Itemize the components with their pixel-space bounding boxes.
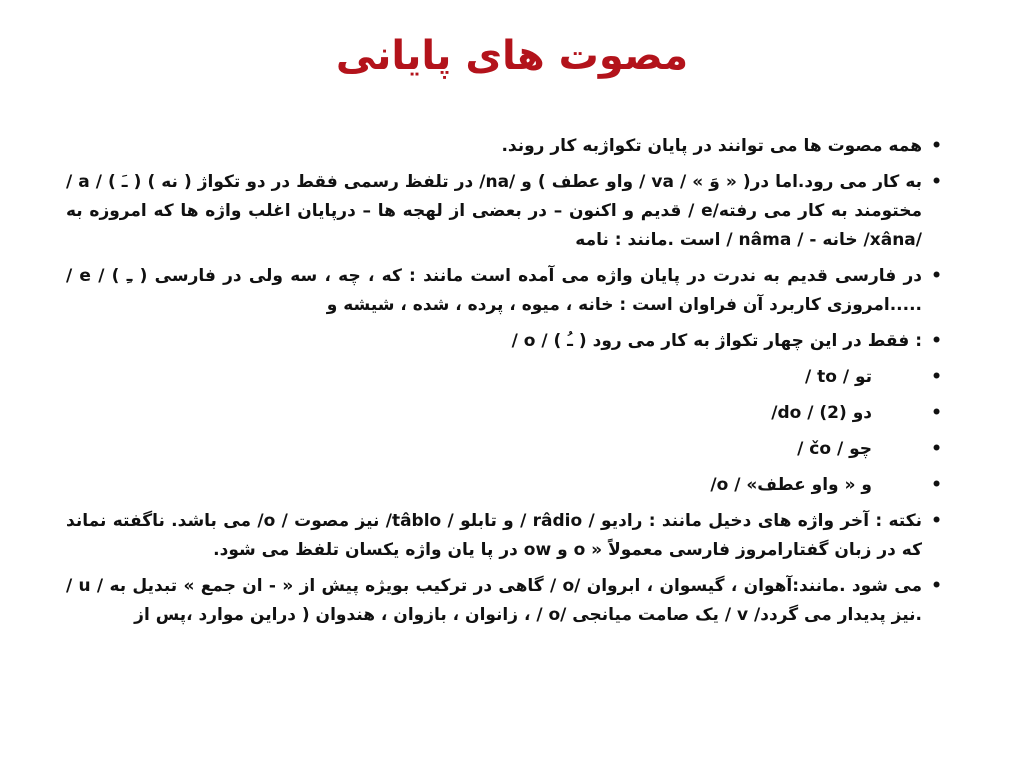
list-item — [66, 168, 942, 255]
list-item — [66, 327, 942, 356]
list-item-text: / e / ( ـِ ) در فارسی قدیم به ندرت در پایان واژه می آمده است مانند : که ، چه ، سه ولی در فارسی امروزی کاربرد آن فراوان است : خانه ، میوه ، پرده ، شده ، شیشه و..... — [66, 266, 923, 315]
bullet-list — [66, 132, 942, 637]
list-item-text: / o / ( ـُ ) فقط در این چهار تکواژ به کار می رود : — [511, 331, 922, 351]
list-item-text: تو / to / — [804, 367, 872, 387]
list-item-text: / u / گاهی در ترکیب بویژه پیش از « - ان جمع » تبدیل به / o/ می شود .مانند:آهوان ، گیسوان ، ابروان ، زانوان ، بازوان ، هندوان ( دراین موارد ،پس از / o/ یک صامت میانجی / v /نیز پدیدار می گردد. — [66, 576, 922, 625]
list-item — [66, 507, 942, 565]
list-item-text: و « واو عطف» / o/ — [710, 475, 872, 495]
bullet-icon: • — [931, 403, 942, 423]
list-item-text: / a / ( ـَ ) در تلفظ رسمی فقط در دو تکواژ ( نه ) /na/ و ( واو عطف / va / « وَ » )به کار می رود.اما در قدیم و اکنون – در بعضی از لهجه ها – درپایان اغلب واژه ها که امروزه به / e/مختومند به کار می رفته است .مانند : نامه / nâma / - خانه /xâna/ — [66, 172, 923, 250]
bullet-icon: • — [931, 439, 942, 459]
list-item-text: دو (2) / do/ — [771, 403, 872, 423]
bullet-icon: • — [931, 367, 942, 387]
bullet-icon: • — [931, 475, 942, 495]
bullet-icon: • — [931, 172, 942, 192]
list-item — [66, 435, 942, 464]
list-item-text: چو / čo / — [797, 439, 872, 459]
slide-title: مصوت های پایانی — [335, 33, 689, 79]
bullet-icon: • — [931, 136, 942, 156]
bullet-icon: • — [931, 511, 942, 531]
bullet-icon: • — [931, 331, 942, 351]
list-item-text: نکته : آخر واژه های دخیل مانند : رادیو / râdio / و تابلو / tâblo/ نیز مصوت / o/ می باشد. ناگفته نماند که در زبان گفتارامروز فارسی معمولاً « o و ow در پا یان واژه یکسان تلفظ می شود. — [66, 511, 923, 560]
list-item — [66, 262, 942, 320]
list-item-text: همه مصوت ها می توانند در پایان تکواژبه کار روند. — [501, 136, 922, 156]
list-item — [66, 132, 942, 161]
list-item — [66, 399, 942, 428]
list-item — [66, 471, 942, 500]
list-item — [66, 572, 942, 630]
bullet-icon: • — [931, 266, 942, 286]
bullet-icon: • — [931, 576, 942, 596]
list-item — [66, 363, 942, 392]
